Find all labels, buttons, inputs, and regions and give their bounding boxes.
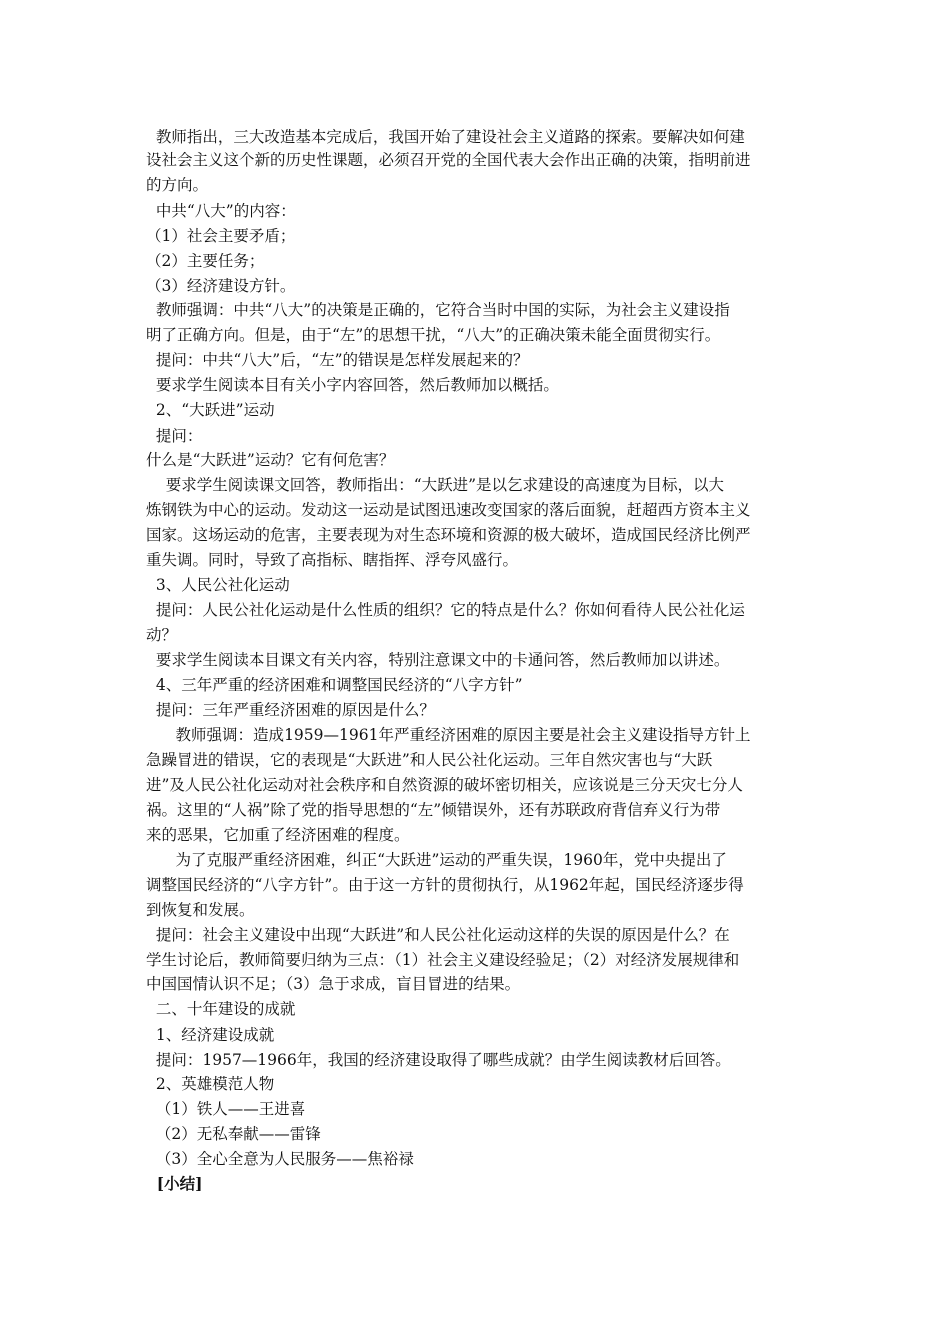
text-line: 进”及人民公社化运动对社会秩序和自然资源的破坏密切相关，应该说是三分天灾七分人 — [146, 776, 743, 794]
summary-heading: [小结] — [146, 1174, 203, 1193]
text-line: 1、经济建设成就 — [146, 1026, 275, 1044]
text-line: （1）铁人——王进喜 — [146, 1100, 306, 1118]
text-line: 动？ — [146, 626, 178, 644]
text-line: 提问：中共“八大”后，“左”的错误是怎样发展起来的？ — [146, 351, 529, 369]
text-line: 提问：社会主义建设中出现“大跃进”和人民公社化运动这样的失误的原因是什么？在 — [146, 926, 730, 944]
text-line: 教师指出，三大改造基本完成后，我国开始了建设社会主义道路的探索。要解决如何建 — [146, 128, 745, 146]
text-line: 4、三年严重的经济困难和调整国民经济的“八字方针” — [146, 676, 523, 694]
text-line: 提问：1957—1966年，我国的经济建设取得了哪些成就？由学生阅读教材后回答。 — [146, 1051, 731, 1069]
text-line: 祸。这里的“人祸”除了党的指导思想的“左”倾错误外，还有苏联政府背信弃义行为带 — [146, 801, 721, 819]
text-line: 二、十年建设的成就 — [146, 1000, 296, 1018]
text-line: 要求学生阅读课文回答，教师指出：“大跃进”是以乞求建设的高速度为目标，以大 — [146, 476, 725, 494]
text-line: （2）主要任务； — [146, 252, 265, 270]
text-line: 中共“八大”的内容： — [146, 202, 296, 220]
text-line: 教师强调：造成1959—1961年严重经济困难的原因主要是社会主义建设指导方针上 — [146, 726, 751, 744]
text-line: 重失调。同时，导致了高指标、瞎指挥、浮夸风盛行。 — [146, 551, 519, 569]
text-line: 来的恶果，它加重了经济困难的程度。 — [146, 826, 410, 844]
text-line: 炼钢铁为中心的运动。发动这一运动是试图迅速改变国家的落后面貌，赶超西方资本主义 — [146, 501, 751, 519]
text-line: （3）全心全意为人民服务——焦裕禄 — [146, 1150, 414, 1168]
text-line: 要求学生阅读本目课文有关内容，特别注意课文中的卡通问答，然后教师加以讲述。 — [146, 651, 730, 669]
text-line: 提问： — [146, 427, 203, 445]
text-line: 的方向。 — [146, 176, 209, 194]
text-line: 到恢复和发展。 — [146, 901, 255, 919]
text-line: 2、英雄模范人物 — [146, 1075, 275, 1093]
text-line: 提问：三年严重经济困难的原因是什么？ — [146, 701, 435, 719]
text-line: 国家。这场运动的危害，主要表现为对生态环境和资源的极大破坏，造成国民经济比例严 — [146, 526, 751, 544]
text-line: 明了正确方向。但是，由于“左”的思想干扰，“八大”的正确决策未能全面贯彻实行。 — [146, 326, 721, 344]
text-line: （1）社会主要矛盾； — [146, 227, 296, 245]
text-line: 为了克服严重经济困难，纠正“大跃进”运动的严重失误，1960年，党中央提出了 — [146, 851, 727, 869]
text-line: 教师强调：中共“八大”的决策是正确的，它符合当时中国的实际，为社会主义建设指 — [146, 301, 730, 319]
text-line: 设社会主义这个新的历史性课题，必须召开党的全国代表大会作出正确的决策，指明前进 — [146, 151, 751, 169]
text-line: 调整国民经济的“八字方针”。由于这一方针的贯彻执行，从1962年起，国民经济逐步得 — [146, 876, 744, 894]
text-line: （2）无私奉献——雷锋 — [146, 1125, 321, 1143]
text-line: （3）经济建设方针。 — [146, 277, 296, 295]
text-line: 急躁冒进的错误，它的表现是“大跃进”和人民公社化运动。三年自然灾害也与“大跃 — [146, 751, 713, 769]
text-line: 学生讨论后，教师简要归纳为三点：（1）社会主义建设经验足；（2）对经济发展规律和 — [146, 951, 740, 969]
text-line: 什么是“大跃进”运动？它有何危害？ — [146, 451, 395, 469]
text-line: 3、人民公社化运动 — [146, 576, 290, 594]
text-line: 2、“大跃进”运动 — [146, 401, 275, 419]
text-line: 要求学生阅读本目有关小字内容回答，然后教师加以概括。 — [146, 376, 559, 394]
text-line: 提问：人民公社化运动是什么性质的组织？它的特点是什么？你如何看待人民公社化运 — [146, 601, 745, 619]
text-line: 中国国情认识不足；（3）急于求成，盲目冒进的结果。 — [146, 975, 521, 993]
